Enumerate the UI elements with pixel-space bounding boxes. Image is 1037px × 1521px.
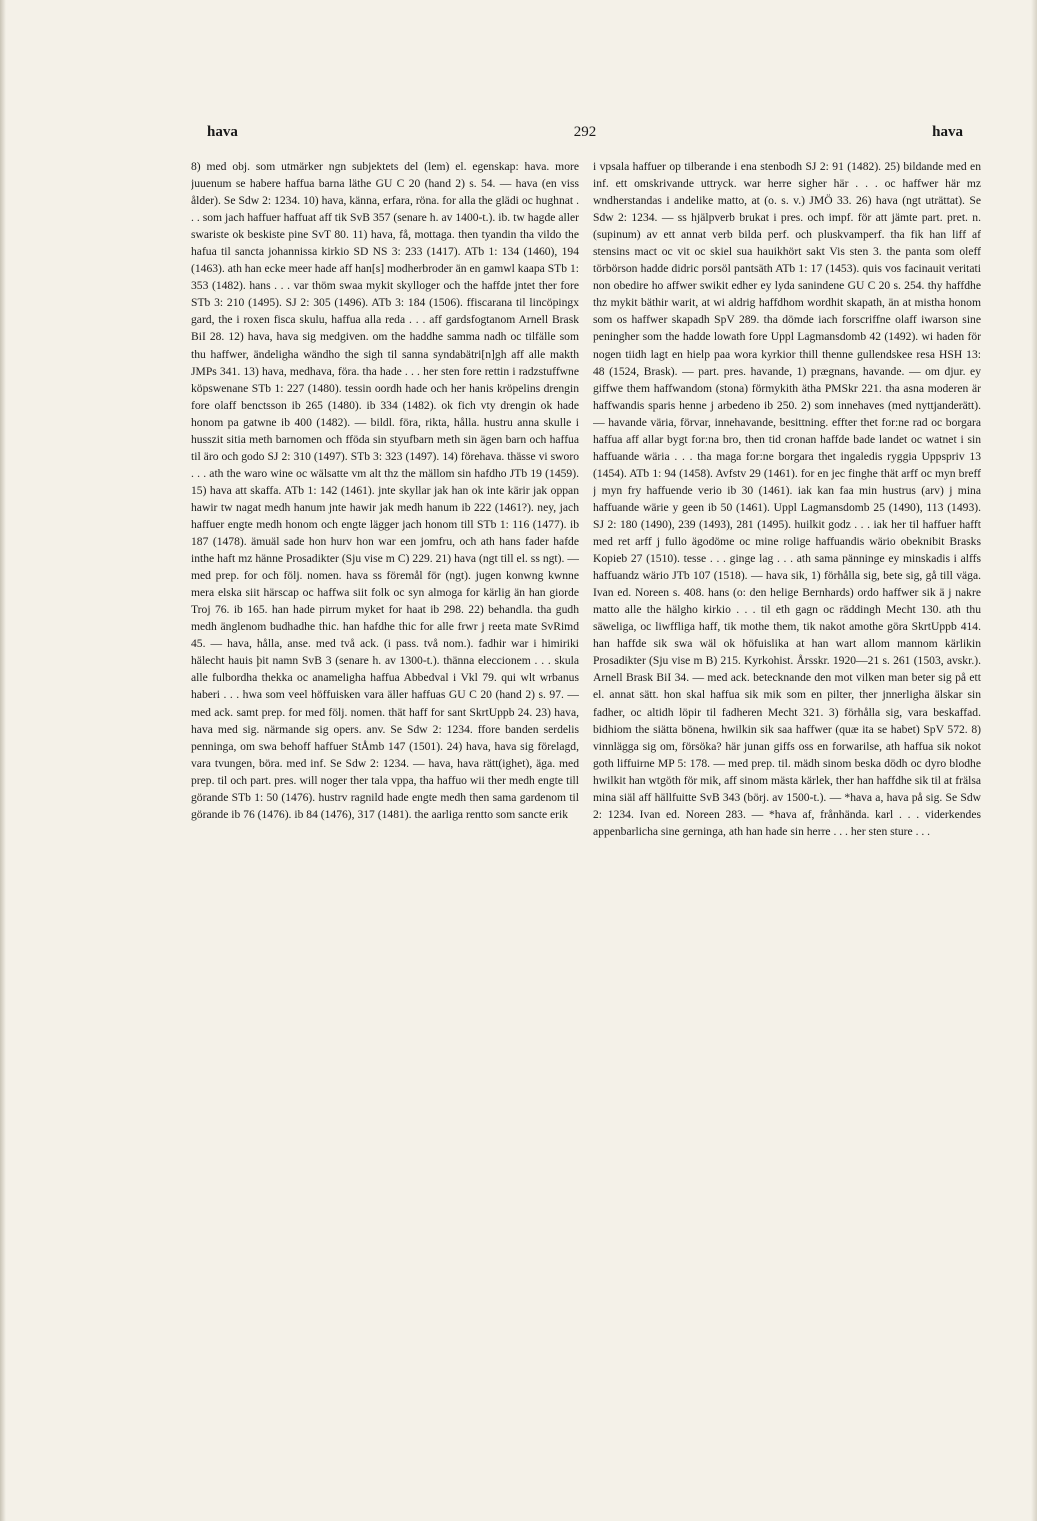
right-column <box>593 158 981 1368</box>
left-column-text: 8) med obj. som utmärker ngn subjektets del (lem) el. egenskap: hava. more juuenum se habere haffua barna läthe GU C 20 (hand 2) s. 54. — hava (en viss ålder). Se Sdw 2: 1234. 10) hava, känna, erfara, röna. for alla the glädi oc hughnat . . . som jach haffuer haffuat aff tik SvB 357 (senare h. av 1400-t.). ib. tw hagde aller swariste ok beskiste pine SvT 80. 11) hava, få, mottaga. then tyandin tha vildo the hafua til sancta johannissa kirkio SD NS 3: 233 (1417). ATb 1: 134 (1460), 194 (1463). ath han ecke meer hade aff han[s] modherbroder än en gamwl kaapa STb 1: 353 (1482). hans . . . var thöm swaa mykit skylloger och the haffde jntet ther fore STb 3: 210 (1495). SJ 2: 305 (1496). ATb 3: 184 (1506). ffiscarana til lincöpingx gard, the i roxen fisca skulu, haffua alla reda . . . aff gardsfogtanom Arnell Brask BiI 28. 12) hava, hava sig medgiven. om the haddhe samma nadh oc tilfälle som thu haffwer, ändeligha wändho the sigh til sanna syndabätri[n]gh aff alle makth JMPs 341. 13) hava, medhava, föra. tha hade . . . her sten fore rettin i radzstuffwne köpswenane STb 1: 227 (1480). tessin oordh hade och her hanis kröpelins drengin fore olaff benctsson ib 265 (1480). ib 334 (1482). ok fich vty drengin ok hade honom pa gatwne ib 400 (1482). — bildl. föra, rikta, hålla. hustru anna skulle i husszit sitia meth barnomen och fföda sin styufbarn meth sin ägen barn och haffua til äro och godo SJ 2: 310 (1497). STb 3: 323 (1497). 14) förehava. thässe vi sworo . . . ath the waro wine oc wälsatte vm alt thz the mällom sin hafdho JTb 19 (1459). 15) hava att skaffa. ATb 1: 142 (1461). jnte skyllar jak han ok inte kärir jak oppan hawir tw nagat medh hanum jnte hawir jak medh hanum ib 222 (1461?). ney, jach haffuer engte medh honom och engte lägger jach honom till STb 1: 116 (1477). ib 187 (1478). ämuäl sade hon hurv hon war een jomfru, och ath hans fader hafde inthe haft mz hänne Prosadikter (Sju vise m C) 229. 21) hava (ngt till el. ss ngt). — med prep. for och följ. nomen. hava ss föremål för (ngt). jugen konwng kwnne mera elska siit härscap oc haffwa siit folk oc syn almoga for kärlig än han giorde Troj 76. ib 165. han hade pirrum myket for haat ib 298. 22) behandla. tha gudh medh änglenom budhadhe thic. han hafdhe thic for alle frwr j reeta mate SvRimd 45. — hava, hålla, anse. med två ack. (i pass. två nom.). fadhir war i himiriki hälecht hauis þit namn SvB 3 (senare h. av 1300-t.). thänna eleccionem . . . skula alle fulbordha thekka oc anameligha haffua Abbedval i Vkl 79. qui wlt wrbanus haberi . . . hwa som veel höffuisken vara äller haffuas GU C 20 (hand 2) s. 97. — med ack. samt prep. for med följ. nomen. thät haff for sant SkrtUppb 24. 23) hava, hava med sig. närmande sig opers. anv. Se Sdw 2: 1234. ffore banden serdelis penninga, om swa behoff haffuer StÅmb 147 (1501). 24) hava, hava sig förelagd, vara tvungen, böra. med inf. Se Sdw 2: 1234. — hava, hava rätt(ighet), äga. med prep. til och part. pres. will noger ther tala vppa, tha haffuo wii ther medh engte till görande STb 1: 50 (1476). hustrv ragnild hade engte medh then sama gardenom til görande ib 76 (1476). ib 84 (1476), 317 (1481). the aarliga rentto som sancte erik <box>191 160 579 821</box>
left-column <box>191 158 579 1368</box>
right-headword: hava <box>932 124 963 140</box>
scan-edge-left <box>0 0 6 1521</box>
scan-edge-right <box>1031 0 1037 1521</box>
page-number: 292 <box>573 124 597 140</box>
page-header <box>207 124 963 146</box>
left-headword: hava <box>207 124 238 140</box>
right-column-text: i vpsala haffuer op tilberande i ena stenbodh SJ 2: 91 (1482). 25) bildande med en inf. ett omskrivande uttryck. war herre sigher här . . . oc haffwer här mz wndherstandas i andelike matto, at (o. s. v.) JMÖ 33. 26) hava (ngt uträttat). Se Sdw 2: 1234. — ss hjälpverb brukat i pres. och impf. för att jämte part. pret. n. (supinum) av ett annat verb bilda perf. och pluskvamperf. tha fik han liff af stensins mact oc vit oc skiel sua hauikhört sakt Vis sten 3. the panta som oleff törbörson hadde didric porsöl pantsäth ATb 1: 17 (1453). quis vos facinauit veritati non obedire ho affwer swikit edher ey lyda sanindene GU C 20 s. 254. thy haffdhe thz mykit bäthir warit, at wi aldrig haffdhom wordhit skapath, än at mistha honom som os haffwer skapadh SpV 289. tha dömde iach forscriffne olaff iwarson sine peningher som the hadde lowath fore Uppl Lagmansdomb 42 (1492). wi haden för nogen tiidh lagt en hielp paa wora kyrkior thill thenne gullendskee resa HSH 13: 48 (1524, Brask). — part. pres. havande, 1) prægnans, havande. — om djur. ey giffwe them haffwandom (stona) förmykith ätha PMSkr 221. tha asna moderen är haffwandis sparis henne j arbedeno ib 250. 2) som innehaves (med nyttjanderätt). — havande väria, förvar, innehavande, besittning. effter thet for:ne rad oc borgara haffua aff allar bygt for:na bro, then tid cronan haffde bade landet oc watnet i sin haffuande wäria . . . tha maga for:ne borgara thet ingaledis ryggia Uppspriv 13 (1454). ATb 1: 94 (1458). Avfstv 29 (1461). for en jec finghe thät arff oc myn breff j myn fry haffuende verio ib 30 (1461). iak kan faa min hustrus (arv) j mina haffuande wärie y geen ib 50 (1461). Uppl Lagmansdomb 25 (1490), 113 (1493). SJ 2: 180 (1490), 239 (1493), 281 (1495). huilkit godz . . . iak her til haffuer hafft med ret arff j fullo ägodöme oc mine rolige haffuandis wärio obeknibit Brasks Kopieb 27 (1510). tesse . . . ginge lag . . . ath sama pänninge ey minskadis i alffs haffuandz wärio JTb 107 (1518). — hava sik, 1) förhålla sig, bete sig, gå till väga. Ivan ed. Noreen s. 408. hans (o: den helige Bernhards) ordo haffwer sik ä j nakre matto alle the hälgho kirkio . . . til eth gagn oc räddingh Mecht 130. ath thu säweliga, oc liwffliga haff, tik mothe them, tik nakot amothe göra SkrtUppb 414. han haffde sik swa wäl ok höfuislika at han wart allom mannom kärlikin Prosadikter (Sju vise m B) 215. Kyrkohist. Årsskr. 1920—21 s. 261 (1503, avskr.). Arnell Brask BiI 34. — med ack. betecknande den mot vilken man beter sig på ett el. annat sätt. hon skal haffua sik mik som en pilter, ther jnnerligha älskar sin fadher, oc altidh löpir til fadheren Mecht 321. 3) förhålla sig, vara beskaffad. bidhiom the siätta bönena, hwilkin sik saa haffwer (quæ ita se habet) SpV 572. 8) vinnlägga sig om, försöka? här junan giffs oss en forwarilse, ath haffua sik nokot goth liffuirne MP 5: 178. — med prep. til. mädh sinom beska dödh oc dyro blodhe hwilkit han wtgöth för mik, aff sinom mästa kärlek, ther han haffdhe sik til at frälsa mina siäl aff hällfuitte SvB 343 (börj. av 1500-t.). — *hava a, hava på sig. Se Sdw 2: 1234. Ivan ed. Noreen 283. — *hava af, frånhända. karl . . . viderkendes appenbarlicha sine gerninga, ath han hade sin herre . . . her sten sture . . . <box>593 160 981 838</box>
